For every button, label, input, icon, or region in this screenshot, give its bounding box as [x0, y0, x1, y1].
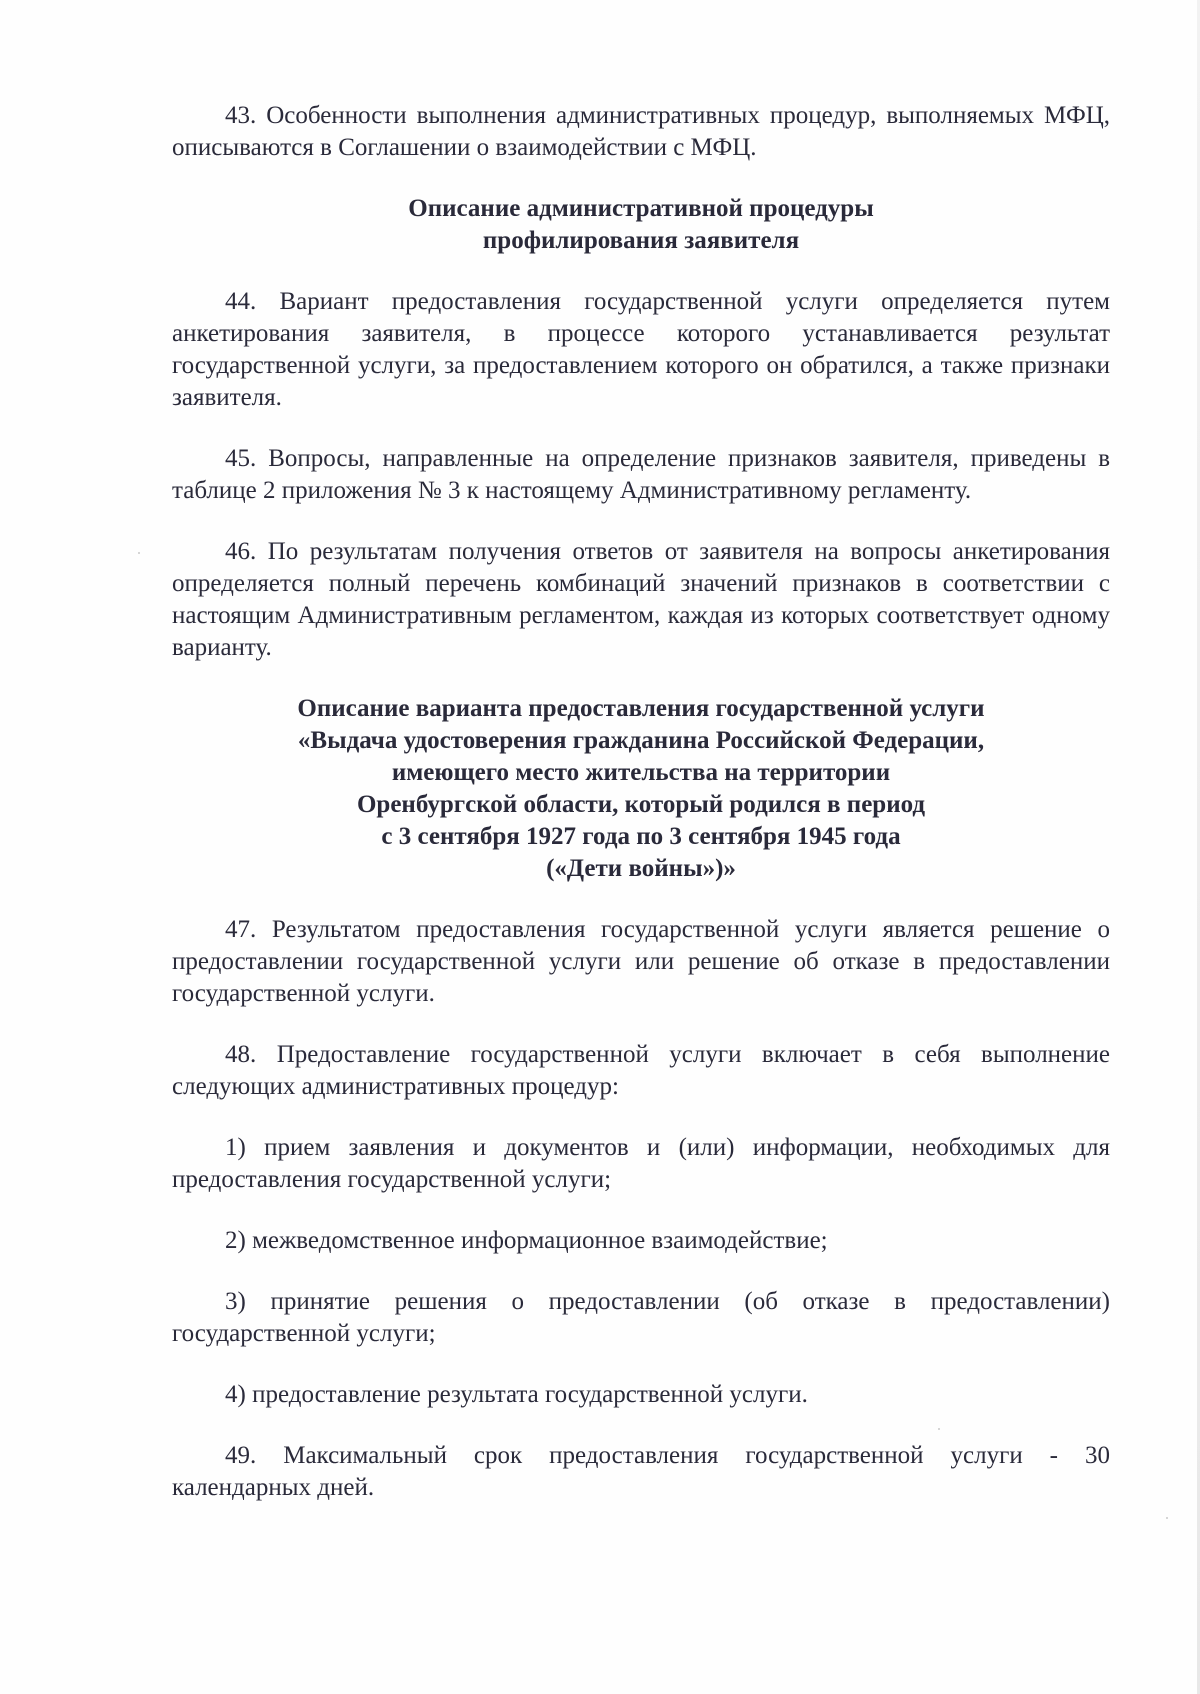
paragraph-43: 43. Особенности выполнения административных процедур, выполняемых МФЦ, описываются в Соглашении о взаимодействии с МФЦ.: [172, 102, 1110, 161]
heading-line: профилирования заявителя: [482, 227, 800, 254]
scan-speck: [1166, 1517, 1168, 1519]
scan-speck: [938, 1428, 940, 1430]
heading-profiling-procedure: [172, 193, 1110, 257]
scan-speck: [138, 552, 140, 554]
heading-line: Описание варианта предоставления государственной услуги: [297, 695, 985, 722]
paragraph-44: 44. Вариант предоставления государственной услуги определяется путем анкетирования заявителя, в процессе которого устанавливается результат государственной услуги, за предоставлением которого он обратился, а также признаки заявителя.: [172, 288, 1110, 411]
heading-line: («Дети войны»)»: [546, 855, 736, 882]
paragraph-49: 49. Максимальный срок предоставления государственной услуги - 30 календарных дней.: [172, 1442, 1110, 1501]
list-item-2: 2) межведомственное информационное взаимодействие;: [225, 1227, 828, 1254]
heading-line: «Выдача удостоверения гражданина Российской Федерации,: [297, 727, 985, 754]
heading-line: имеющего место жительства на территории: [391, 759, 891, 786]
list-item-4: 4) предоставление результата государственной услуги.: [225, 1381, 808, 1408]
heading-service-variant: [172, 693, 1110, 885]
heading-line: Описание административной процедуры: [408, 195, 874, 222]
list-item-1: 1) прием заявления и документов и (или) информации, необходимых для предоставления государственной услуги;: [172, 1134, 1110, 1193]
heading-line: Оренбургской области, который родился в период: [356, 791, 926, 818]
paragraph-45: 45. Вопросы, направленные на определение признаков заявителя, приведены в таблице 2 приложения № 3 к настоящему Административному регламенту.: [172, 445, 1110, 504]
paragraph-47: 47. Результатом предоставления государственной услуги является решение о предоставлении государственной услуги или решение об отказе в предоставлении государственной услуги.: [172, 916, 1110, 1007]
paragraph-46: 46. По результатам получения ответов от заявителя на вопросы анкетирования определяется полный перечень комбинаций значений признаков в соответствии с настоящим Административным регламентом, каждая из которых соответствует одному варианту.: [172, 538, 1110, 661]
heading-line: с 3 сентября 1927 года по 3 сентября 1945 года: [381, 823, 901, 850]
paragraph-48: 48. Предоставление государственной услуги включает в себя выполнение следующих административных процедур:: [172, 1041, 1110, 1100]
list-item-3: 3) принятие решения о предоставлении (об отказе в предоставлении) государственной услуги;: [172, 1288, 1110, 1347]
